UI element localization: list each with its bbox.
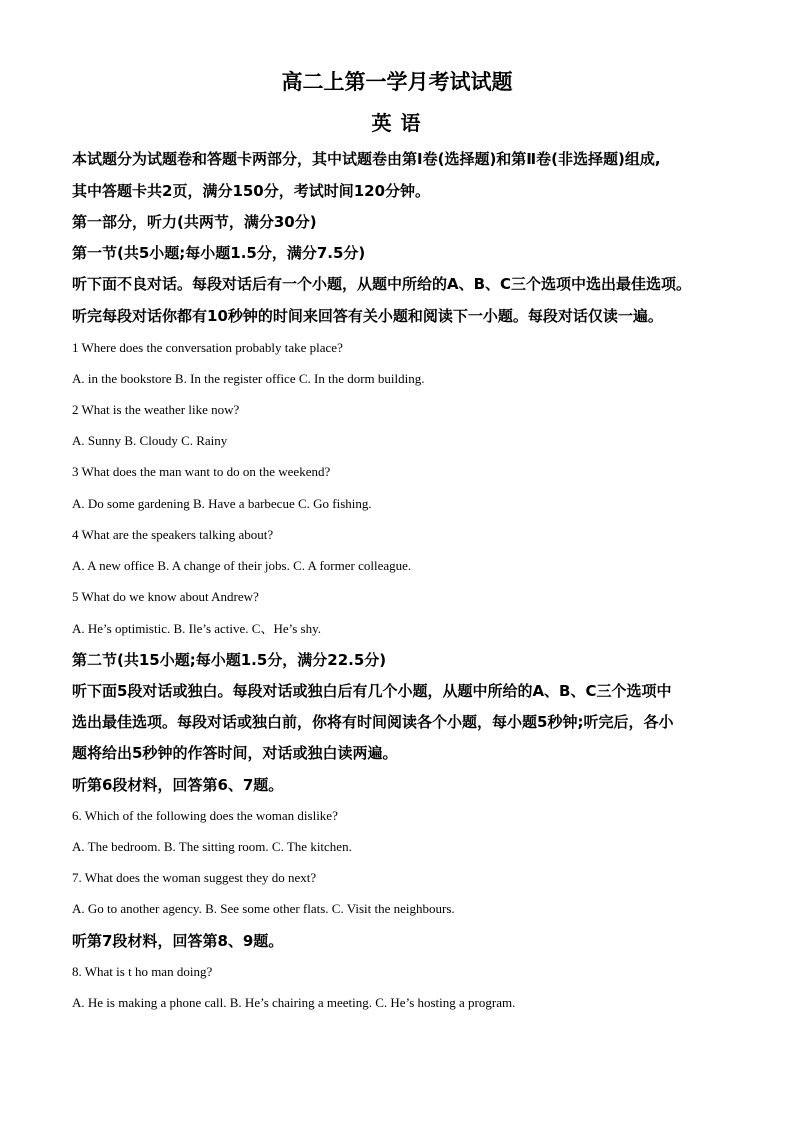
intro-line-1: 本试题分为试题卷和答题卡两部分，其中试题卷由第Ⅰ卷(选择题)和第Ⅱ卷(非选择题)组成, — [72, 150, 661, 168]
section1-instruction-1: 听下面不良对话。每段对话后有一个小题，从题中所给的A、B、C三个选项中选出最佳选项。 — [72, 275, 692, 293]
section1-instruction-2: 听完每段对话你都有10秒钟的时间来回答有关小题和阅读下一小题。每段对话仅读一遍。 — [72, 307, 663, 325]
section2-instruction-1: 听下面5段对话或独白。每段对话或独白后有几个小题，从题中所给的A、B、C三个选项中 — [72, 682, 672, 700]
question-1: 1 Where does the conversation probably take place? — [72, 340, 343, 355]
question-5-options: A. He’s optimistic. B. Ile’s active. C、He’s shy. — [72, 621, 322, 636]
question-3-options: A. Do some gardening B. Have a barbecue C. Go fishing. — [72, 496, 372, 511]
question-7-options: A. Go to another agency. B. See some other flats. C. Visit the neighbours. — [72, 901, 455, 916]
question-6: 6. Which of the following does the woman dislike? — [72, 808, 338, 823]
question-7: 7. What does the woman suggest they do next? — [72, 870, 317, 885]
subject-title: 英 语 — [371, 113, 423, 135]
section2-heading: 第二节(共15小题;每小题1.5分，满分22.5分) — [72, 651, 387, 669]
question-2: 2 What is the weather like now? — [72, 402, 240, 417]
question-8: 8. What is t ho man doing? — [72, 964, 213, 979]
material-7-heading: 听第7段材料，回答第8、9题。 — [72, 932, 284, 950]
section2-instruction-3: 题将给出5秒钟的作答时间，对话或独白读两遍。 — [72, 744, 398, 762]
question-3: 3 What does the man want to do on the weekend? — [72, 464, 331, 479]
intro-line-2: 其中答题卡共2页，满分150分，考试时间120分钟。 — [72, 182, 431, 200]
question-1-options: A. in the bookstore B. In the register office C. In the dorm building. — [72, 371, 425, 386]
question-2-options: A. Sunny B. Cloudy C. Rainy — [72, 433, 228, 448]
part1-heading: 第一部分，听力(共两节，满分30分) — [72, 213, 317, 231]
material-6-heading: 听第6段材料，回答第6、7题。 — [72, 776, 284, 794]
section2-instruction-2: 选出最佳选项。每段对话或独白前，你将有时间阅读各个小题，每小题5秒钟;听完后，各小 — [72, 713, 674, 731]
question-4-options: A. A new office B. A change of their jobs. C. A former colleague. — [72, 558, 412, 573]
question-6-options: A. The bedroom. B. The sitting room. C. The kitchen. — [72, 839, 352, 854]
exam-title: 高二上第一学月考试试题 — [281, 70, 513, 94]
section1-heading: 第一节(共5小题;每小题1.5分，满分7.5分) — [72, 244, 366, 262]
question-5: 5 What do we know about Andrew? — [72, 589, 259, 604]
question-4: 4 What are the speakers talking about? — [72, 527, 274, 542]
question-8-options: A. He is making a phone call. B. He’s chairing a meeting. C. He’s hosting a program. — [72, 995, 516, 1010]
